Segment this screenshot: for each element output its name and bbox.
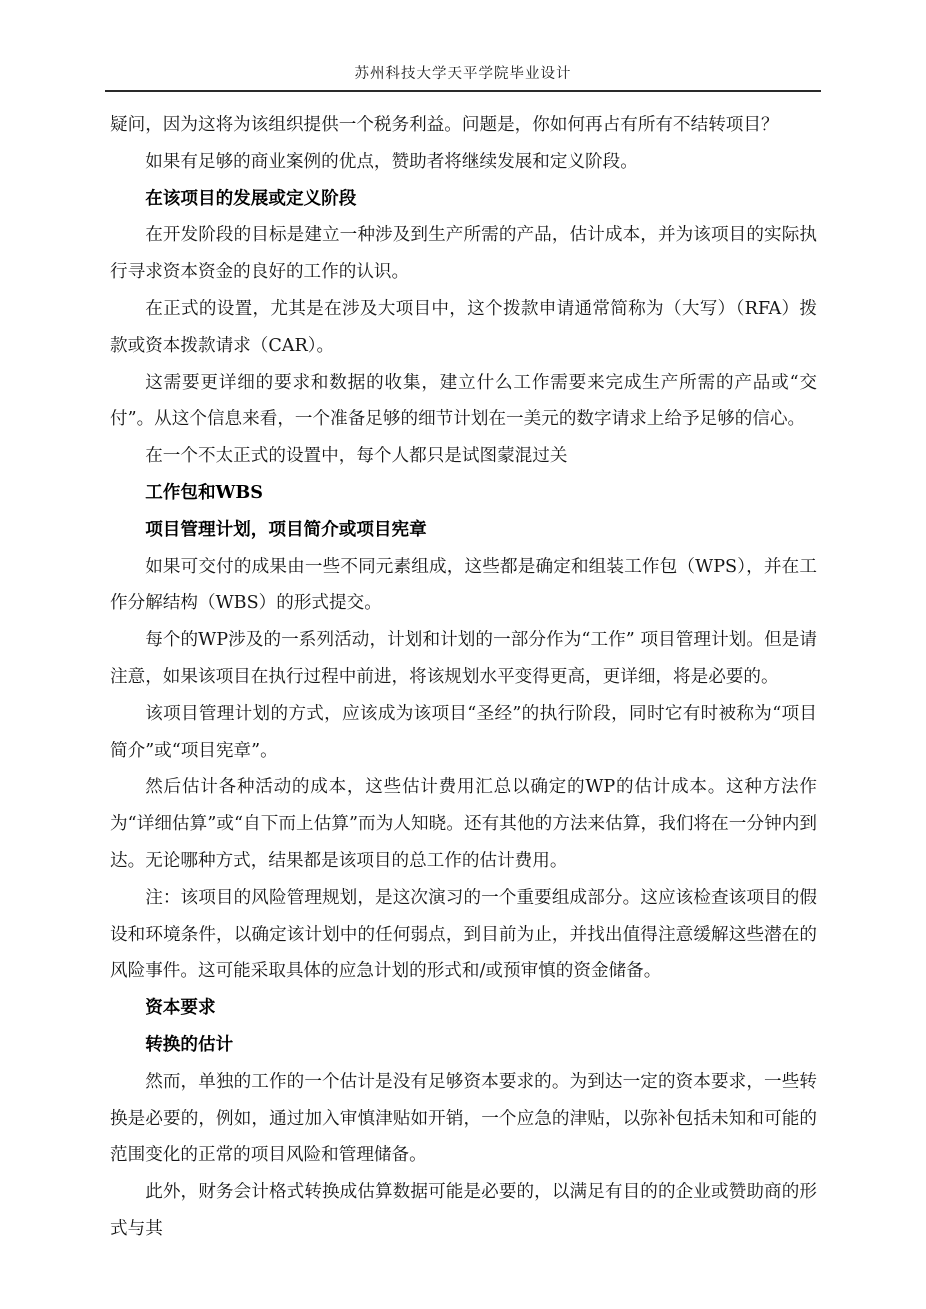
paragraph: 如果可交付的成果由一些不同元素组成，这些都是确定和组装工作包（WPS），并在工作分解结构（WBS）的形式提交。 <box>110 556 817 614</box>
paragraph: 该项目管理计划的方式，应该成为该项目“圣经”的执行阶段，同时它有时被称为“项目简介”或“项目宪章”。 <box>110 703 817 761</box>
paragraph: 这需要更详细的要求和数据的收集，建立什么工作需要来完成生产所需的产品或“交付”。从这个信息来看，一个准备足够的细节计划在一美元的数字请求上给予足够的信心。 <box>110 372 817 430</box>
paragraph: 注：该项目的风险管理规划，是这次演习的一个重要组成部分。这应该检查该项目的假设和环境条件，以确定该计划中的任何弱点，到目前为止，并找出值得注意缓解这些潜在的风险事件。这可能采取具体的应急计划的形式和/或预审慎的资金储备。 <box>110 887 817 982</box>
document-body <box>110 107 817 1248</box>
paragraph: 然后估计各种活动的成本，这些估计费用汇总以确定的WP的估计成本。这种方法作为“详细估算”或“自下而上估算”而为人知晓。还有其他的方法来估算，我们将在一分钟内到达。无论哪种方式，结果都是该项目的总工作的估计费用。 <box>110 777 817 871</box>
paragraph: 疑问，因为这将为该组织提供一个税务利益。问题是，你如何再占有所有不结转项目？ <box>110 115 779 135</box>
paragraph: 在开发阶段的目标是建立一种涉及到生产所需的产品，估计成本，并为该项目的实际执行寻求资本资金的良好的工作的认识。 <box>110 225 817 283</box>
section-heading: 在该项目的发展或定义阶段 <box>145 187 357 209</box>
page-header-title: 苏州科技大学天平学院毕业设计 <box>354 66 572 82</box>
paragraph: 此外，财务会计格式转换成估算数据可能是必要的，以满足有目的的企业或赞助商的形式与其 <box>110 1182 817 1239</box>
paragraph: 如果有足够的商业案例的优点，赞助者将继续发展和定义阶段。 <box>145 151 638 172</box>
section-heading: 转换的估计 <box>145 1033 234 1055</box>
page-header <box>105 62 821 92</box>
section-heading: 工作包和WBS <box>145 481 263 503</box>
paragraph: 在正式的设置，尤其是在涉及大项目中，这个拨款申请通常简称为（大写）（RFA）拨款或资本拨款请求（CAR）。 <box>110 298 817 356</box>
section-heading: 资本要求 <box>145 997 216 1019</box>
paragraph: 然而，单独的工作的一个估计是没有足够资本要求的。为到达一定的资本要求，一些转换是必要的，例如，通过加入审慎津贴如开销，一个应急的津贴，以弥补包括未知和可能的范围变化的正常的项目风险和管理储备。 <box>110 1071 817 1166</box>
section-heading: 项目管理计划，项目简介或项目宪章 <box>145 518 427 540</box>
paragraph: 在一个不太正式的设置中，每个人都只是试图蒙混过关 <box>145 446 568 467</box>
paragraph: 每个的WP涉及的一系列活动，计划和计划的一部分作为“工作” 项目管理计划。但是请注意，如果该项目在执行过程中前进，将该规划水平变得更高，更详细，将是必要的。 <box>110 630 817 687</box>
